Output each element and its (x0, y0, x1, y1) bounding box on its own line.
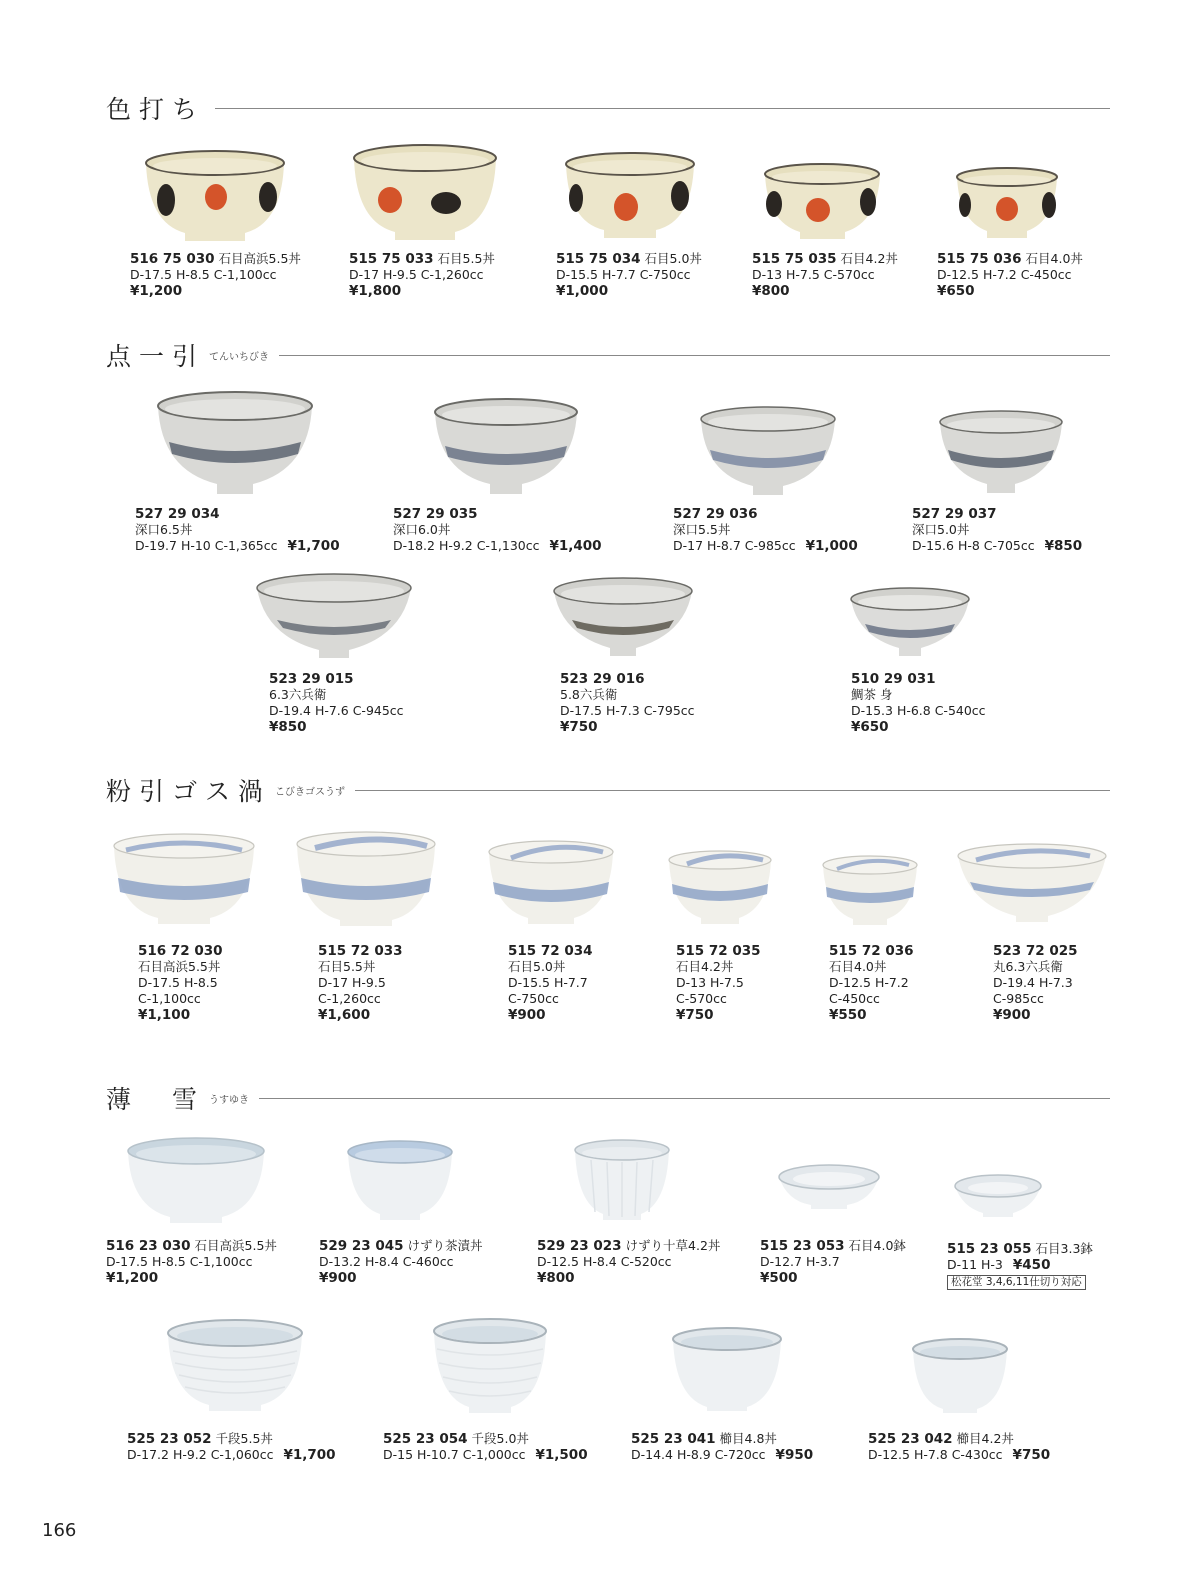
product-name: 石目4.0鉢 (848, 1238, 906, 1253)
product-caption (673, 506, 858, 554)
bowl-image (698, 404, 838, 499)
bowl-image (126, 1135, 266, 1227)
section-heading: 粉引ゴス渦 (106, 777, 272, 806)
product-capacity: C-750cc (508, 991, 559, 1006)
product-dims: D-13.2 H-8.4 C-460cc (319, 1254, 454, 1269)
product-name: 6.3六兵衛 (269, 687, 327, 702)
product-code: 525 23 041 (631, 1431, 716, 1447)
product-name: 鯛茶 身 (851, 687, 893, 702)
page-number: 166 (42, 1520, 77, 1541)
product-caption (993, 943, 1078, 1023)
product-code: 525 23 052 (127, 1431, 212, 1447)
bowl-image (571, 1138, 673, 1224)
section-title-kobiki-gosu-uzu (106, 772, 1110, 808)
product-dims: D-17.5 H-8.5 C-1,100cc (130, 267, 277, 282)
product-name: 石目4.2丼 (840, 251, 898, 266)
product-dims: D-19.4 H-7.3 (993, 975, 1073, 990)
product-code: 515 23 053 (760, 1238, 845, 1254)
product-dims: D-12.5 H-7.2 C-450cc (937, 267, 1072, 282)
product-name: 石目4.0丼 (829, 959, 887, 974)
bowl-image (155, 388, 315, 498)
product-dims: D-15.5 H-7.7 (508, 975, 588, 990)
product-dims: D-12.5 H-7.8 C-430cc (868, 1447, 1003, 1462)
section-divider (279, 355, 1110, 356)
bowl-image (346, 1138, 454, 1224)
product-caption (556, 251, 702, 299)
product-name: 櫛目4.2丼 (956, 1431, 1014, 1446)
bowl-image (560, 150, 700, 245)
product-dims: D-19.4 H-7.6 C-945cc (269, 703, 404, 718)
product-name: 石目高浜5.5丼 (218, 251, 301, 266)
section-title-tenichibiki (106, 337, 1110, 373)
product-price: ¥1,000 (805, 538, 858, 554)
product-dims: D-17 H-9.5 C-1,260cc (349, 267, 484, 282)
product-code: 516 72 030 (138, 943, 223, 959)
product-caption (130, 251, 301, 299)
product-code: 527 29 034 (135, 506, 220, 522)
product-capacity: C-1,260cc (318, 991, 381, 1006)
product-caption (937, 251, 1083, 299)
product-caption (349, 251, 495, 299)
product-name: 深口6.0丼 (393, 522, 451, 537)
section-ruby: てんいちびき (209, 351, 270, 363)
product-dims: D-12.5 H-8.4 C-520cc (537, 1254, 672, 1269)
product-price: ¥750 (676, 1007, 714, 1023)
bowl-image (432, 396, 580, 498)
product-dims: D-12.7 H-3.7 (760, 1254, 840, 1269)
product-price: ¥550 (829, 1007, 867, 1023)
bowl-image (669, 1325, 785, 1413)
product-name: 丸6.3六兵衛 (993, 959, 1063, 974)
product-caption (537, 1238, 720, 1286)
product-price: ¥1,700 (287, 538, 340, 554)
product-code: 516 75 030 (130, 251, 215, 267)
product-price: ¥1,000 (556, 283, 609, 299)
product-price: ¥1,500 (535, 1447, 588, 1463)
section-heading: 点一引 (106, 342, 206, 371)
product-caption (560, 671, 695, 735)
bowl-image (431, 1315, 549, 1415)
product-name: 石目5.5丼 (437, 251, 495, 266)
product-caption (318, 943, 403, 1023)
product-price: ¥900 (508, 1007, 546, 1023)
product-price: ¥650 (851, 719, 889, 735)
product-code: 527 29 035 (393, 506, 478, 522)
product-caption (912, 506, 1082, 554)
bowl-image (140, 145, 290, 245)
product-dims: D-19.7 H-10 C-1,365cc (135, 538, 278, 553)
section-heading: 色打ち (106, 95, 206, 124)
product-capacity: C-450cc (829, 991, 880, 1006)
product-capacity: C-570cc (676, 991, 727, 1006)
bowl-image (849, 586, 971, 661)
product-price: ¥850 (269, 719, 307, 735)
product-price: ¥1,400 (549, 538, 602, 554)
product-caption (393, 506, 602, 554)
product-dims: D-15 H-10.7 C-1,000cc (383, 1447, 526, 1462)
product-code: 515 75 036 (937, 251, 1022, 267)
product-price: ¥650 (937, 283, 975, 299)
product-code: 516 23 030 (106, 1238, 191, 1254)
product-caption (676, 943, 761, 1023)
product-code: 515 23 055 (947, 1241, 1032, 1257)
bowl-image (953, 165, 1061, 245)
product-dims: D-17.2 H-9.2 C-1,060cc (127, 1447, 274, 1462)
bowl-image (112, 830, 256, 928)
product-name: 深口6.5丼 (135, 522, 193, 537)
product-name: けずり十草4.2丼 (625, 1238, 721, 1253)
product-name: 千段5.0丼 (471, 1431, 529, 1446)
product-name: 石目5.0丼 (508, 959, 566, 974)
product-caption (752, 251, 898, 299)
product-dims: D-15.6 H-8 C-705cc (912, 538, 1035, 553)
product-name: けずり茶漬丼 (407, 1238, 483, 1253)
section-divider (215, 108, 1110, 109)
product-code: 523 72 025 (993, 943, 1078, 959)
product-code: 515 72 034 (508, 943, 593, 959)
product-code: 523 29 015 (269, 671, 354, 687)
product-code: 525 23 054 (383, 1431, 468, 1447)
product-code: 529 23 023 (537, 1238, 622, 1254)
product-price: ¥800 (537, 1270, 575, 1286)
product-code: 515 75 034 (556, 251, 641, 267)
bowl-image (777, 1163, 881, 1213)
product-caption (383, 1431, 588, 1463)
compatibility-note: 松花堂 3,4,6,11仕切り対応 (947, 1275, 1086, 1290)
product-name: 石目高浜5.5丼 (138, 959, 221, 974)
product-dims: D-17.5 H-8.5 C-1,100cc (106, 1254, 253, 1269)
bowl-image (295, 828, 437, 930)
product-name: 千段5.5丼 (215, 1431, 273, 1446)
product-dims: D-13 H-7.5 C-570cc (752, 267, 875, 282)
product-dims: D-14.4 H-8.9 C-720cc (631, 1447, 766, 1462)
section-ruby: うすゆき (209, 1094, 250, 1106)
bowl-image (953, 1173, 1043, 1221)
product-dims: D-13 H-7.5 (676, 975, 744, 990)
product-caption (319, 1238, 483, 1286)
product-dims: D-15.3 H-6.8 C-540cc (851, 703, 986, 718)
bowl-image (487, 838, 615, 928)
bowl-image (255, 572, 413, 662)
product-price: ¥900 (319, 1270, 357, 1286)
product-code: 515 72 035 (676, 943, 761, 959)
product-dims: D-15.5 H-7.7 C-750cc (556, 267, 691, 282)
product-code: 515 72 033 (318, 943, 403, 959)
product-price: ¥750 (560, 719, 598, 735)
product-caption (947, 1241, 1093, 1290)
product-caption (829, 943, 914, 1023)
product-dims: D-11 H-3 (947, 1257, 1003, 1272)
product-dims: D-18.2 H-9.2 C-1,130cc (393, 538, 540, 553)
product-price: ¥450 (1012, 1257, 1051, 1273)
product-code: 515 75 033 (349, 251, 434, 267)
product-price: ¥1,200 (130, 283, 183, 299)
product-price: ¥750 (1012, 1447, 1051, 1463)
product-capacity: C-1,100cc (138, 991, 201, 1006)
product-code: 527 29 037 (912, 506, 997, 522)
section-divider (259, 1098, 1110, 1099)
bowl-image (552, 576, 694, 661)
product-name: 石目4.0丼 (1025, 251, 1083, 266)
bowl-image (760, 160, 885, 245)
product-name: 石目4.2丼 (676, 959, 734, 974)
product-dims: D-17.5 H-8.5 (138, 975, 218, 990)
product-name: 5.8六兵衛 (560, 687, 618, 702)
product-name: 石目5.5丼 (318, 959, 376, 974)
product-caption (269, 671, 404, 735)
product-code: 515 75 035 (752, 251, 837, 267)
bowl-image (350, 140, 500, 245)
section-heading: 薄 雪 (106, 1085, 206, 1114)
product-name: 石目高浜5.5丼 (194, 1238, 277, 1253)
product-dims: D-17 H-8.7 C-985cc (673, 538, 796, 553)
product-caption (135, 506, 340, 554)
product-code: 529 23 045 (319, 1238, 404, 1254)
bowl-image (910, 1337, 1010, 1415)
product-price: ¥1,700 (283, 1447, 336, 1463)
product-dims: D-17 H-9.5 (318, 975, 386, 990)
product-code: 515 72 036 (829, 943, 914, 959)
product-price: ¥850 (1044, 538, 1083, 554)
product-dims: D-12.5 H-7.2 (829, 975, 909, 990)
product-caption (127, 1431, 336, 1463)
section-divider (355, 790, 1110, 791)
product-caption (106, 1238, 277, 1286)
product-price: ¥1,600 (318, 1007, 371, 1023)
product-caption (138, 943, 223, 1023)
product-caption (851, 671, 986, 735)
bowl-image (667, 848, 773, 928)
product-code: 523 29 016 (560, 671, 645, 687)
product-price: ¥900 (993, 1007, 1031, 1023)
product-dims: D-17.5 H-7.3 C-795cc (560, 703, 695, 718)
product-caption (631, 1431, 813, 1463)
product-name: 石目5.0丼 (644, 251, 702, 266)
section-title-usuyuki (106, 1080, 1110, 1116)
product-caption (868, 1431, 1050, 1463)
bowl-image (937, 408, 1065, 498)
product-name: 石目3.3鉢 (1035, 1241, 1093, 1256)
section-title-irouchi (106, 90, 1110, 126)
section-ruby: こびきゴスうず (275, 786, 346, 798)
product-caption (508, 943, 593, 1023)
bowl-image (956, 842, 1108, 926)
bowl-image (165, 1315, 305, 1415)
product-name: 櫛目4.8丼 (719, 1431, 777, 1446)
product-price: ¥500 (760, 1270, 798, 1286)
product-name: 深口5.5丼 (673, 522, 731, 537)
product-name: 深口5.0丼 (912, 522, 970, 537)
product-price: ¥1,200 (106, 1270, 159, 1286)
bowl-image (821, 853, 919, 928)
product-price: ¥950 (775, 1447, 814, 1463)
product-price: ¥1,800 (349, 283, 402, 299)
product-caption (760, 1238, 906, 1286)
product-code: 527 29 036 (673, 506, 758, 522)
product-price: ¥800 (752, 283, 790, 299)
product-price: ¥1,100 (138, 1007, 191, 1023)
product-code: 525 23 042 (868, 1431, 953, 1447)
product-capacity: C-985cc (993, 991, 1044, 1006)
product-code: 510 29 031 (851, 671, 936, 687)
